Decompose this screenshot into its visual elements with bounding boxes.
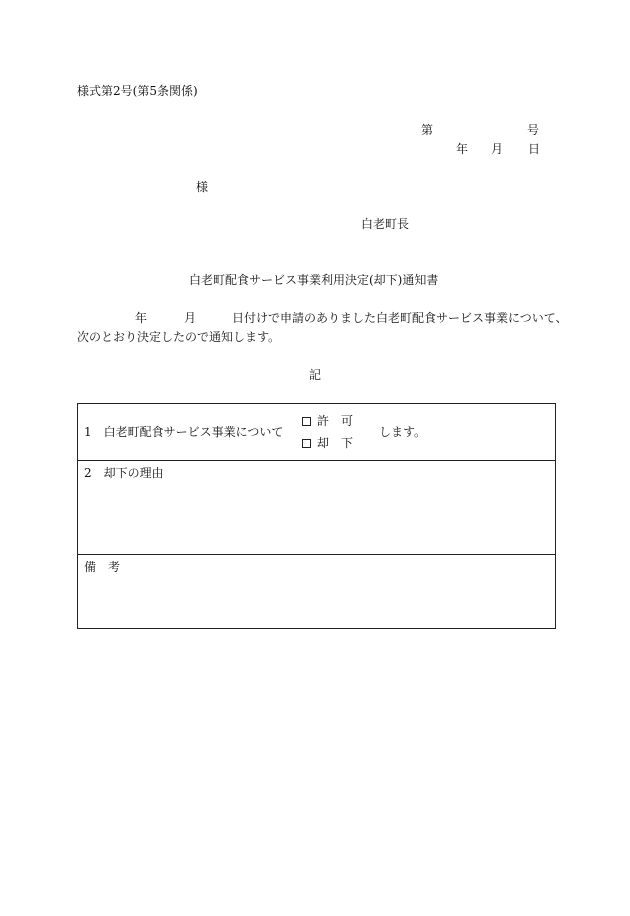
table-row-decision: [78, 404, 555, 461]
option-approve: [302, 414, 353, 428]
date-month: 月: [491, 142, 504, 156]
option-approve-label: 許 可: [317, 414, 354, 428]
date-year: 年: [456, 142, 469, 156]
body-year: 年: [135, 311, 148, 325]
body-line2: 次のとおり決定したので通知します。: [77, 330, 281, 344]
option-reject: [302, 436, 353, 450]
document-title: 白老町配食サービス事業利用決定(却下)通知書: [189, 273, 439, 287]
date-day: 日: [528, 142, 541, 156]
body-month: 月: [184, 311, 197, 325]
recipient-suffix: 様: [196, 180, 209, 194]
reason-label: 2 却下の理由: [84, 466, 164, 480]
decision-suffix: します。: [379, 425, 427, 439]
body-line1: 日付けで申請のありました白老町配食サービス事業について、: [232, 311, 568, 325]
option-reject-label: 却 下: [317, 436, 354, 450]
checkbox-approve[interactable]: [302, 417, 311, 426]
issuer: 白老町長: [361, 217, 410, 231]
table-row-remarks: [78, 555, 555, 629]
decision-label: 1 白老町配食サービス事業について: [84, 425, 284, 439]
checkbox-reject[interactable]: [302, 439, 311, 448]
remarks-label: 備 考: [84, 560, 121, 574]
table-row-reason: [78, 461, 555, 555]
decision-table: [77, 403, 556, 629]
doc-number-prefix: 第: [421, 123, 434, 137]
ki-heading: 記: [309, 368, 322, 382]
form-number: 様式第2号(第5条関係): [77, 84, 198, 98]
doc-number-suffix: 号: [527, 123, 540, 137]
